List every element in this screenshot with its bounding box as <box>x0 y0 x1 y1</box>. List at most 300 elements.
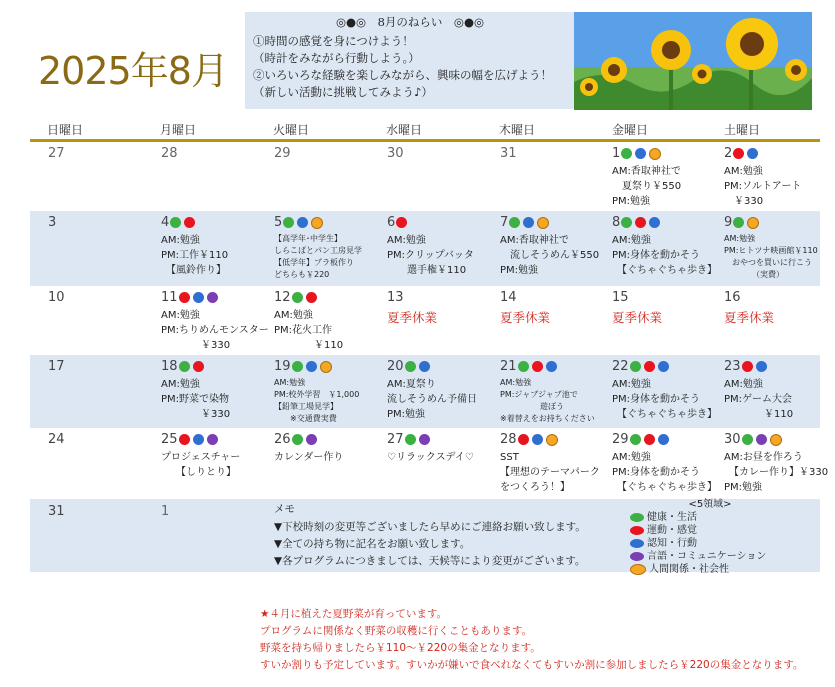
domain-dot-icon <box>537 217 549 229</box>
domain-dot-icon <box>658 361 669 372</box>
domain-dots <box>733 146 761 161</box>
day-number <box>387 290 404 305</box>
calendar-day-cell <box>724 286 834 355</box>
activity-line: AM:夏祭り <box>387 379 436 390</box>
day-number-text: 30 <box>724 432 741 447</box>
weekday-sat: 土曜日 <box>724 123 761 137</box>
day-number: 31 <box>48 504 65 519</box>
activity-line: 【低学年】プラ板作り <box>274 258 354 267</box>
activity-line: 選手権￥110 <box>387 265 467 276</box>
calendar-day-cell <box>387 286 497 355</box>
day-number-text: 27 <box>48 146 65 161</box>
activity-line: PM:勉強 <box>612 196 651 207</box>
day-number-text: 26 <box>274 432 291 447</box>
domain-dot-icon <box>311 217 323 229</box>
calendar-day-cell <box>161 211 271 286</box>
day-number <box>161 146 178 161</box>
activity-line: PM:ソルトアート <box>724 181 802 192</box>
note-line-3: 野菜を持ち帰りましたら￥110～￥220の集金となります。 <box>260 642 541 654</box>
activity-line: PM:身体を動かそう <box>612 467 701 478</box>
day-number <box>387 432 433 447</box>
legend-heading: <5領域> <box>688 499 732 510</box>
weekday-mon: 月曜日 <box>160 123 197 137</box>
domain-dot-icon <box>747 217 759 229</box>
calendar-week-row <box>30 355 820 428</box>
weekday-tue: 火曜日 <box>273 123 310 137</box>
activity-line: AM:勉強 <box>612 235 651 246</box>
page-title: 2025年8月 <box>38 49 228 93</box>
domain-dot-icon <box>207 434 218 445</box>
domain-dot-icon <box>546 434 558 446</box>
day-number <box>500 359 560 374</box>
activity-line: AM:勉強 <box>500 378 532 387</box>
note-line-2: プログラムに関係なく野菜の収穫に行くこともあります。 <box>260 625 533 637</box>
domain-dot-icon <box>292 434 303 445</box>
day-number <box>161 290 221 305</box>
calendar-day-cell <box>612 211 722 286</box>
domain-dots <box>283 215 326 230</box>
day-number <box>724 146 761 161</box>
calendar-day-cell <box>724 211 834 286</box>
domain-dots <box>396 215 410 230</box>
domain-dot-icon <box>509 217 520 228</box>
calendar-week-row <box>30 286 820 355</box>
holiday-label: 夏季休業 <box>612 310 663 325</box>
legend-swatch-icon <box>630 564 646 575</box>
day-number-text: 28 <box>500 432 517 447</box>
activity-line: PM:勉強 <box>387 409 426 420</box>
memo-line-1: ▼下校時刻の変更等ございましたら早めにご連絡お願い致します。 <box>274 521 586 533</box>
notes <box>260 606 803 674</box>
domain-dots <box>170 215 198 230</box>
calendar-day-cell <box>724 355 834 428</box>
activity-line: 流しそうめん予備日 <box>387 394 477 405</box>
domain-dot-icon <box>630 434 641 445</box>
day-number <box>612 290 629 305</box>
day-number <box>161 215 198 230</box>
weekday-fri: 金曜日 <box>612 123 649 137</box>
calendar-day-cell <box>274 286 384 355</box>
day-number-text: 2 <box>724 146 733 161</box>
day-number <box>48 146 65 161</box>
domain-dots <box>292 290 320 305</box>
legend-item <box>630 550 820 563</box>
domain-dot-icon <box>546 361 557 372</box>
domain-dot-icon <box>419 361 430 372</box>
activity-line: ￥330 <box>724 196 764 207</box>
activity-line: ※着替えをお持ちください <box>500 414 595 423</box>
domain-dot-icon <box>644 434 655 445</box>
day-number-text: 25 <box>161 432 178 447</box>
activity-line: AM:勉強 <box>161 235 200 246</box>
activity-line: ￥330 <box>161 340 231 351</box>
day-number-text: 11 <box>161 290 178 305</box>
domain-dot-icon <box>396 217 407 228</box>
legend-label: 健康・生活 <box>647 512 697 523</box>
day-number <box>612 215 663 230</box>
day-number-text: 22 <box>612 359 629 374</box>
domain-dot-icon <box>742 361 753 372</box>
day-number-text: 5 <box>274 215 283 230</box>
weekday-thu: 木曜日 <box>499 123 536 137</box>
goal-line-1: ①時間の感覚を身につけよう！ <box>253 34 414 48</box>
activity-line: PM:ジャブジャブ池で <box>500 390 578 399</box>
domain-dot-icon <box>733 217 744 228</box>
calendar-day-cell <box>48 211 158 286</box>
day-number: 1 <box>161 504 170 519</box>
domain-dot-icon <box>405 434 416 445</box>
domain-dot-icon <box>733 148 744 159</box>
activity-line: どちらも￥220 <box>274 270 330 279</box>
legend-swatch-icon <box>630 539 644 548</box>
activity-line: 【高学年･中学生】 <box>274 234 342 243</box>
activity-line: 【鉛筆工場見学】 <box>274 402 338 411</box>
activity-line: カレンダー作り <box>274 452 344 463</box>
monthly-goals-box <box>245 12 575 109</box>
day-number-text: 28 <box>161 146 178 161</box>
domain-dots <box>518 432 561 447</box>
activity-line: PM:工作￥110 <box>161 250 229 261</box>
calendar-day-cell <box>48 355 158 428</box>
domain-dot-icon <box>297 217 308 228</box>
day-number-text: 31 <box>500 146 517 161</box>
day-number <box>274 359 335 374</box>
activity-line: 【風鈴作り】 <box>161 265 226 276</box>
activity-line: PM:クリップバッタ <box>387 250 474 261</box>
legend-item <box>630 524 820 537</box>
activity-line: ￥110 <box>724 409 794 420</box>
domain-dot-icon <box>644 361 655 372</box>
domain-dot-icon <box>756 434 767 445</box>
goal-line-2: （時計をみながら行動しよう。） <box>253 51 420 65</box>
day-number-text: 18 <box>161 359 178 374</box>
domain-dot-icon <box>306 434 317 445</box>
domain-dot-icon <box>649 217 660 228</box>
activity-line: PM:野菜で染物 <box>161 394 230 405</box>
activity-line: AM:勉強 <box>274 378 306 387</box>
day-number <box>612 146 664 161</box>
activity-line: ￥330 <box>161 409 231 420</box>
calendar-week-row <box>30 428 829 499</box>
legend-label: 運動・感覚 <box>647 525 697 536</box>
legend-item <box>630 511 820 524</box>
activity-line: PM:身体を動かそう <box>612 394 701 405</box>
note-line-1: ★４月に植えた夏野菜が育っています。 <box>260 608 448 620</box>
activity-line: PM:校外学習 ￥1,000 <box>274 390 360 399</box>
day-number-text: 29 <box>274 146 291 161</box>
day-number <box>387 146 404 161</box>
activity-line: プロジェスチャー <box>161 452 241 463</box>
goals-heading: ◎●◎ 8月のねらい ◎●◎ <box>335 15 485 29</box>
activity-line: AM:お昼を作ろう <box>724 452 803 463</box>
activity-line: PM:ゲーム大会 <box>724 394 793 405</box>
activity-line: AM:勉強 <box>724 379 763 390</box>
domain-dots <box>518 359 560 374</box>
activity-line: AM:勉強 <box>612 452 651 463</box>
domain-dots <box>733 215 762 230</box>
domain-dots <box>742 359 770 374</box>
day-number-text: 13 <box>387 290 404 305</box>
domain-dot-icon <box>518 361 529 372</box>
note-line-4: すいか割りも予定しています。すいかが嫌いで食べれなくてもすいか割に参加しましたら￥220の集金となります。 <box>260 659 804 671</box>
activity-line: SST <box>500 452 519 463</box>
day-number <box>274 215 326 230</box>
day-number <box>500 215 552 230</box>
calendar-day-cell <box>48 286 158 355</box>
day-number <box>387 359 433 374</box>
calendar-day-cell <box>161 142 271 211</box>
domain-dot-icon <box>292 292 303 303</box>
legend-swatch-icon <box>630 526 644 535</box>
day-number <box>500 290 517 305</box>
domain-dot-icon <box>405 361 416 372</box>
day-number-text: 24 <box>48 432 65 447</box>
calendar-day-cell <box>500 286 610 355</box>
activity-line: 遊ぼう <box>500 402 564 411</box>
calendar-day-cell <box>274 355 384 428</box>
domain-dots <box>630 359 672 374</box>
domain-dot-icon <box>649 148 661 160</box>
day-number-text: 23 <box>724 359 741 374</box>
domain-dot-icon <box>320 361 332 373</box>
calendar-day-cell <box>612 355 722 428</box>
holiday-label: 夏季休業 <box>724 310 775 325</box>
day-number-text: 17 <box>48 359 65 374</box>
activity-line: AM:勉強 <box>161 310 200 321</box>
day-number <box>161 359 207 374</box>
domain-dot-icon <box>747 148 758 159</box>
calendar-day-cell <box>724 428 834 499</box>
day-number <box>612 432 672 447</box>
day-number-text: 12 <box>274 290 291 305</box>
day-number-text: 21 <box>500 359 517 374</box>
domain-dots <box>179 359 207 374</box>
calendar-day-cell <box>48 142 158 211</box>
legend-label: 認知・行動 <box>647 538 697 549</box>
activity-line: AM:香取神社で <box>612 166 681 177</box>
activity-line: 【しりとり】 <box>161 467 236 478</box>
domain-dots <box>179 432 221 447</box>
calendar-day-cell <box>48 428 158 499</box>
activity-line: ♡リラックスデイ♡ <box>387 452 474 463</box>
activity-line: PM:ちりめんモンスター <box>161 325 269 336</box>
activity-line: 【ぐちゃぐちゃ歩き】 <box>612 482 717 493</box>
activity-line: ￥110 <box>274 340 344 351</box>
domain-dot-icon <box>292 361 303 372</box>
day-number-text: 7 <box>500 215 509 230</box>
calendar-day-cell <box>500 142 610 211</box>
activity-line: AM:勉強 <box>161 379 200 390</box>
activity-line: 【ぐちゃぐちゃ歩き】 <box>612 409 717 420</box>
domain-dot-icon <box>518 434 529 445</box>
day-number <box>724 290 741 305</box>
domain-dots <box>405 359 433 374</box>
calendar-day-cell <box>274 211 384 286</box>
day-number-text: 27 <box>387 432 404 447</box>
domain-dots <box>292 359 335 374</box>
day-number <box>724 359 770 374</box>
day-number <box>48 432 65 447</box>
domain-dots <box>179 290 221 305</box>
legend-item <box>630 537 820 550</box>
day-number-text: 4 <box>161 215 170 230</box>
domain-dot-icon <box>621 217 632 228</box>
domain-dot-icon <box>170 217 181 228</box>
activity-line: PM:勉強 <box>500 265 539 276</box>
domain-dot-icon <box>756 361 767 372</box>
day-number <box>48 359 65 374</box>
day-number <box>161 432 221 447</box>
activity-line: ※交通費実費 <box>274 414 337 423</box>
day-number-text: 20 <box>387 359 404 374</box>
calendar-day-cell <box>612 142 722 211</box>
domain-dots <box>509 215 552 230</box>
calendar-day-cell <box>612 286 722 355</box>
day-number-text: 9 <box>724 215 733 230</box>
activity-line: （実費） <box>724 270 784 279</box>
activity-line: PM:身体を動かそう <box>612 250 701 261</box>
activity-line: AM:勉強 <box>724 234 756 243</box>
day-number <box>274 290 320 305</box>
day-number-text: 8 <box>612 215 621 230</box>
goal-line-3: ②いろいろな経験を楽しみながら、興味の幅を広げよう！ <box>253 68 552 82</box>
holiday-label: 夏季休業 <box>500 310 551 325</box>
calendar-day-cell <box>274 142 384 211</box>
holiday-label: 夏季休業 <box>387 310 438 325</box>
domain-dot-icon <box>630 361 641 372</box>
day-number-text: 6 <box>387 215 396 230</box>
activity-line: AM:勉強 <box>724 166 763 177</box>
domain-dots <box>621 146 664 161</box>
activity-line: PM:花火工作 <box>274 325 333 336</box>
domain-dot-icon <box>193 292 204 303</box>
domain-dot-icon <box>306 361 317 372</box>
activity-line: をつくろう！】 <box>500 482 570 493</box>
day-number-text: 16 <box>724 290 741 305</box>
legend-label: 人間関係・社会性 <box>649 564 729 575</box>
domain-dot-icon <box>193 361 204 372</box>
day-number <box>500 146 517 161</box>
domain-dot-icon <box>179 434 190 445</box>
domain-dot-icon <box>635 148 646 159</box>
weekday-header <box>30 119 820 141</box>
calendar-week-row <box>30 142 820 211</box>
calendar-day-cell <box>387 355 497 428</box>
domain-dot-icon <box>419 434 430 445</box>
day-number <box>48 215 56 230</box>
activity-line: AM:勉強 <box>612 379 651 390</box>
calendar-day-cell <box>161 355 271 428</box>
day-number-text: 1 <box>612 146 621 161</box>
day-number-text: 19 <box>274 359 291 374</box>
activity-line: AM:勉強 <box>274 310 313 321</box>
calendar-day-cell <box>500 355 610 428</box>
domain-dots <box>630 432 672 447</box>
legend-item <box>630 563 820 576</box>
domain-dot-icon <box>193 434 204 445</box>
domain-legend <box>630 498 820 576</box>
activity-line: 夏祭り￥550 <box>612 181 682 192</box>
activity-line: PM:勉強 <box>724 482 763 493</box>
activity-line: 流しそうめん￥550 <box>500 250 600 261</box>
day-number <box>274 432 320 447</box>
calendar-day-cell <box>161 286 271 355</box>
calendar-day-cell <box>274 428 384 499</box>
domain-dot-icon <box>184 217 195 228</box>
day-number <box>724 432 785 447</box>
domain-dot-icon <box>532 361 543 372</box>
calendar-day-cell <box>161 428 271 499</box>
domain-dot-icon <box>658 434 669 445</box>
domain-dots <box>621 215 663 230</box>
day-number <box>387 215 410 230</box>
day-number <box>724 215 762 230</box>
activity-line: 【理想のテーマパーク <box>500 467 600 478</box>
domain-dot-icon <box>306 292 317 303</box>
activity-line: 【ぐちゃぐちゃ歩き】 <box>612 265 717 276</box>
domain-dot-icon <box>621 148 632 159</box>
domain-dot-icon <box>179 361 190 372</box>
day-number <box>274 146 291 161</box>
weekday-wed: 水曜日 <box>386 123 423 137</box>
calendar-day-cell <box>612 428 722 499</box>
domain-dot-icon <box>179 292 190 303</box>
day-number-text: 3 <box>48 215 57 230</box>
domain-dots <box>292 432 320 447</box>
domain-dot-icon <box>742 434 753 445</box>
day-number <box>500 432 561 447</box>
calendar-day-cell <box>500 428 610 499</box>
day-number-text: 30 <box>387 146 404 161</box>
domain-dot-icon <box>283 217 294 228</box>
goal-line-4: （新しい活動に挑戦してみよう♪） <box>253 85 433 99</box>
legend-label: 言語・コミュニケーション <box>647 551 767 562</box>
calendar-week-row <box>30 211 820 286</box>
calendar-day-cell <box>724 142 834 211</box>
legend-swatch-icon <box>630 552 644 561</box>
activity-line: おやつを買いに行こう <box>724 258 812 267</box>
day-number-text: 29 <box>612 432 629 447</box>
calendar-day-cell <box>387 142 497 211</box>
calendar-day-cell <box>500 211 610 286</box>
calendar-day-cell <box>387 211 497 286</box>
calendar-day-cell <box>387 428 497 499</box>
domain-dot-icon <box>207 292 218 303</box>
memo-line-2: ▼全ての持ち物に記名をお願い致します。 <box>274 538 471 550</box>
domain-dot-icon <box>523 217 534 228</box>
day-number <box>612 359 672 374</box>
domain-dot-icon <box>532 434 543 445</box>
activity-line: 【カレー作り】￥330 <box>724 467 829 478</box>
day-number-text: 15 <box>612 290 629 305</box>
domain-dot-icon <box>770 434 782 446</box>
domain-dot-icon <box>635 217 646 228</box>
day-number <box>48 290 65 305</box>
day-number-text: 14 <box>500 290 517 305</box>
domain-dots <box>742 432 785 447</box>
activity-line: PM:ヒトツナ映画館￥110 <box>724 246 818 255</box>
memo-line-3: ▼各プログラムにつきましては、天候等により変更がございます。 <box>274 555 586 567</box>
activity-line: AM:勉強 <box>387 235 426 246</box>
weekday-sun: 日曜日 <box>47 123 84 137</box>
memo-title: メモ <box>274 503 295 515</box>
activity-line: しらこばとパン工房見学 <box>274 246 362 255</box>
day-number-text: 10 <box>48 290 65 305</box>
activity-line: AM:香取神社で <box>500 235 569 246</box>
sunflower-image <box>574 12 812 110</box>
domain-dots <box>405 432 433 447</box>
legend-swatch-icon <box>630 513 644 522</box>
